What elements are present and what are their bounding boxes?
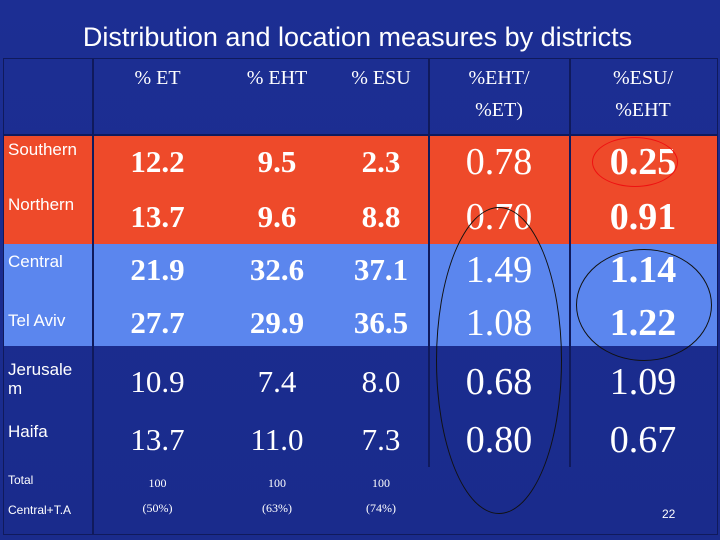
eht-value: 32.6: [249, 252, 305, 287]
eht-et-ratio: 1.08: [465, 301, 533, 344]
eht-et-ratio: 0.70: [465, 195, 533, 238]
et-value: 10.9: [130, 364, 185, 399]
ratio-highlight-ellipse-red: [592, 137, 678, 187]
district-name: Northern: [8, 195, 75, 214]
district-name: Central: [8, 252, 63, 271]
total-eht: 100: [268, 475, 286, 490]
esu-eht-ratio: 0.91: [609, 195, 677, 238]
eht-et-ratio: 1.49: [465, 249, 533, 291]
eht-value: 11.0: [250, 421, 304, 457]
esu-value: 7.3: [361, 421, 401, 457]
header-esu-eht: [569, 59, 717, 137]
et-value: 13.7: [130, 421, 185, 457]
et-value: 21.9: [130, 252, 185, 287]
esu-value: 2.3: [361, 143, 401, 179]
table-row: [4, 412, 717, 467]
eht-value: 7.4: [257, 364, 297, 399]
eht-et-ratio: 0.68: [465, 361, 533, 403]
eht-value: 9.6: [257, 198, 297, 234]
header-et: % ET: [134, 67, 181, 89]
et-value: 27.7: [130, 304, 185, 340]
header-esu: % ESU: [351, 67, 411, 89]
et-value: 12.2: [130, 143, 185, 179]
header-row: [4, 59, 717, 134]
total-et: 100: [148, 475, 167, 490]
header-esu-eht-line1: %ESU/: [613, 67, 673, 89]
page-number: 22: [662, 507, 676, 521]
district-name: Haifa: [8, 422, 48, 441]
esu-eht-ratio: 0.25: [609, 140, 677, 183]
header-esu-eht-line2: %EHT: [615, 99, 671, 121]
central-ta-row: [4, 499, 717, 534]
eht-et-ratio: 0.78: [465, 140, 533, 183]
eht-et-ratio: 0.80: [465, 418, 533, 461]
district-name: Tel Aviv: [8, 311, 66, 330]
header-eht-et-line1: %EHT/: [468, 67, 530, 89]
table-row: [4, 352, 717, 412]
total-esu: 100: [372, 475, 390, 490]
header-eht-et: [429, 59, 569, 137]
total-row: [4, 467, 717, 499]
row-divider: [4, 134, 717, 136]
esu-value: 37.1: [353, 252, 409, 287]
esu-eht-ratio: 0.67: [609, 418, 677, 461]
total-label: Total: [8, 473, 34, 487]
et-value: 13.7: [130, 198, 185, 234]
header-eht-et-line2: %ET): [475, 99, 523, 121]
eht-value: 9.5: [257, 143, 297, 179]
ratio-highlight-ellipse: [576, 249, 712, 361]
eht-value: 29.9: [249, 304, 305, 340]
table-row: [4, 189, 717, 244]
esu-eht-ratio: 1.22: [609, 301, 677, 344]
district-name: Southern: [8, 140, 77, 159]
esu-value: 8.8: [361, 198, 401, 234]
slide-title: Distribution and location measures by districts: [82, 22, 633, 52]
esu-value: 8.0: [361, 364, 401, 399]
esu-value: 36.5: [353, 304, 409, 340]
central-ta-label: Central+T.A: [8, 503, 72, 517]
column-divider: [569, 59, 571, 467]
esu-eht-ratio: 1.09: [609, 361, 677, 403]
central-ta-eht: (63%): [262, 501, 292, 515]
header-eht: % EHT: [246, 67, 308, 89]
central-ta-et: (50%): [142, 501, 173, 515]
column-divider: [428, 59, 430, 467]
column-divider: [92, 59, 94, 534]
esu-eht-ratio: 1.14: [609, 249, 677, 291]
district-table: [3, 58, 718, 535]
central-ta-esu: (74%): [366, 501, 396, 515]
ratio-highlight-ellipse: [436, 207, 562, 514]
district-name: Jerusale m: [8, 360, 73, 398]
